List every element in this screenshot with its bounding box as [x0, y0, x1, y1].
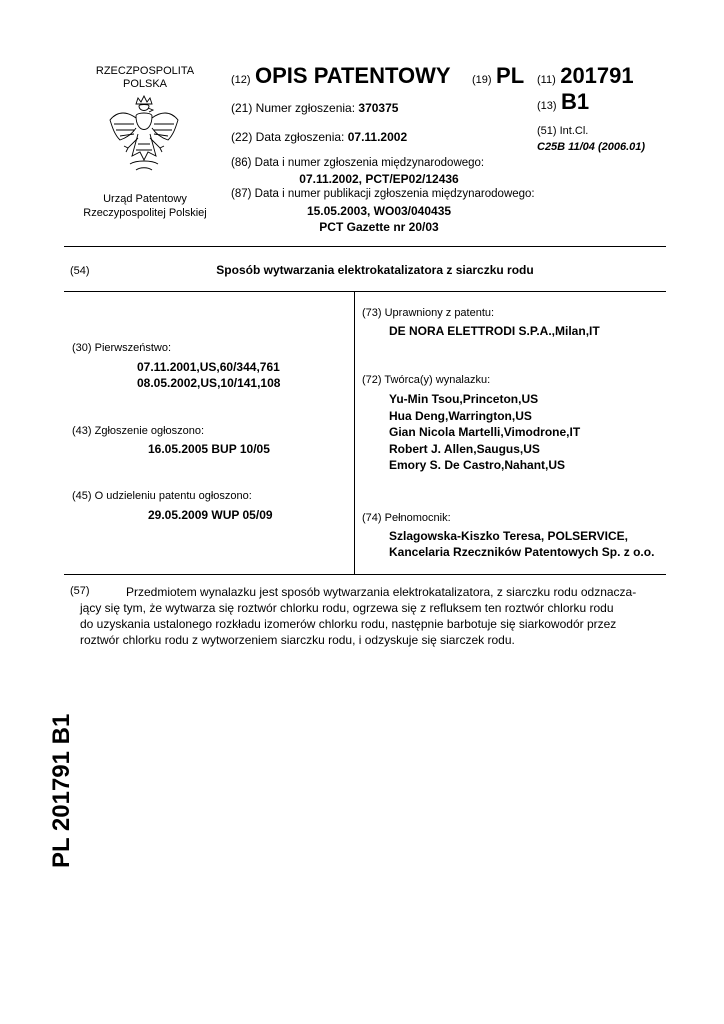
granted-label: (45) O udzieleniu patentu ogłoszono: [72, 490, 252, 502]
priority-label: (30) Pierwszeństwo: [72, 342, 172, 354]
list-item: Gian Nicola Martelli,Vimodrone,IT [389, 425, 581, 439]
intl-publication-label: (87) Data i numer publikacji zgłoszenia międzynarodowego: [231, 188, 535, 200]
patent-office-name: Urząd Patentowy Rzeczypospolitej Polskiej [83, 193, 207, 219]
country-code: (19) PL [472, 63, 525, 88]
pct-gazette: PCT Gazette nr 20/03 [319, 220, 439, 234]
priority-values: 07.11.2001,US,60/344,761 08.05.2002,US,10/141,108 [137, 360, 281, 390]
abstract-code: (57) [70, 585, 90, 597]
intcl-value: C25B 11/04 (2006.01) [537, 141, 646, 153]
document-type: (12) OPIS PATENTOWY [231, 63, 451, 88]
abstract-divider [64, 574, 666, 575]
column-divider [354, 291, 355, 574]
intl-application-value: 07.11.2002, PCT/EP02/12436 [299, 172, 459, 186]
country-name: RZECZPOSPOLITA POLSKA [95, 65, 195, 90]
announced-value: 16.05.2005 BUP 10/05 [148, 442, 270, 456]
abstract-text: Przedmiotem wynalazku jest sposób wytwarzania elektrokatalizatora, z siarczku rodu odznacza- jący się tym, że wytwarza się roztwór chlorku rodu, ogrzewa się z refluksem ten roztwór chlorku rodu do uzyskania ustalonego rozkładu izomerów chlorku rodu, następnie barbotuje się siarkowodór przez roztwór chlorku rodu z wytworzeniem siarczku rodu, i odzyskuje się siarczek rodu. [80, 585, 637, 647]
announced-label: (43) Zgłoszenie ogłoszono: [72, 425, 205, 437]
patent-number: (11) 201791 [537, 63, 634, 88]
inventors-label: (72) Twórca(y) wynalazku: [362, 374, 491, 386]
intcl-label: (51) Int.Cl. [537, 125, 589, 137]
title-code: (54) [70, 265, 90, 277]
intl-application-label: (86) Data i numer zgłoszenia międzynarodowego: [231, 157, 485, 169]
title-divider [64, 291, 666, 292]
list-item: Yu-Min Tsou,Princeton,US [389, 392, 539, 406]
application-number: (21) Numer zgłoszenia: 370375 [231, 101, 399, 115]
inventors-list [389, 391, 580, 474]
list-item: Robert J. Allen,Saugus,US [389, 441, 540, 456]
kind-code: (13) B1 [537, 89, 590, 114]
invention-title: Sposób wytwarzania elektrokatalizatora z siarczku rodu [216, 263, 534, 277]
attorney-value: Szlagowska-Kiszko Teresa, POLSERVICE, Kancelaria Rzeczników Patentowych Sp. z o.o. [389, 529, 655, 559]
granted-value: 29.05.2009 WUP 05/09 [148, 508, 273, 522]
holder-label: (73) Uprawniony z patentu: [362, 307, 495, 319]
holder-value: DE NORA ELETTRODI S.P.A.,Milan,IT [389, 324, 600, 338]
attorney-label: (74) Pełnomocnik: [362, 512, 451, 524]
filing-date: (22) Data zgłoszenia: 07.11.2002 [231, 130, 408, 144]
header-divider [64, 246, 666, 247]
list-item: Hua Deng,Warrington,US [389, 408, 532, 423]
side-patent-mark: PL 201791 B1 [48, 713, 75, 868]
list-item: Emory S. De Castro,Nahant,US [389, 458, 566, 472]
intl-publication-value: 15.05.2003, WO03/040435 [306, 204, 452, 218]
eagle-emblem-icon [106, 94, 182, 186]
